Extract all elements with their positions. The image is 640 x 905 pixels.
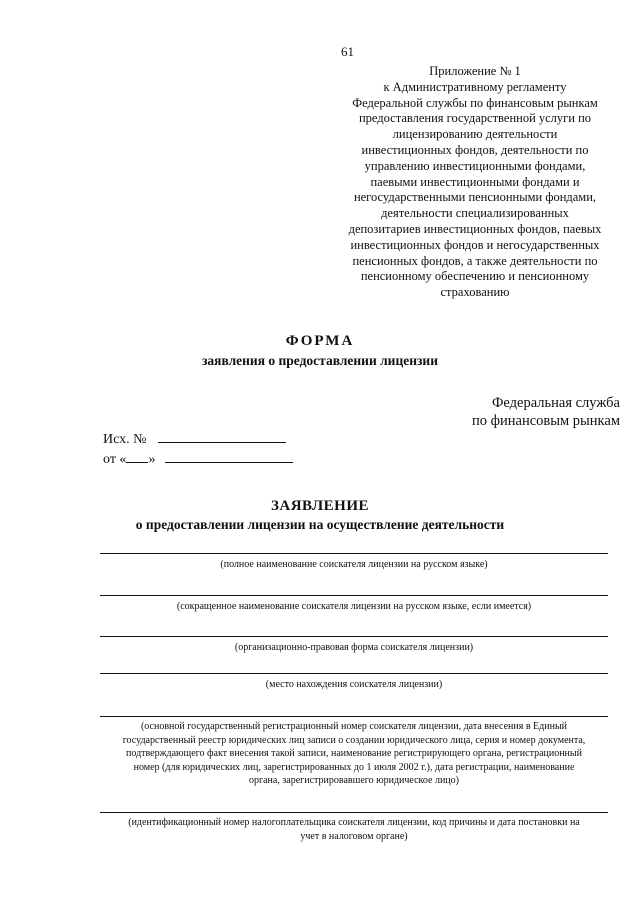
date-month-year-field[interactable]: [165, 450, 293, 463]
date-middle: »: [148, 452, 156, 467]
appendix-line: инвестиционных фондов и негосударственных: [350, 237, 600, 252]
appendix-line: лицензированию деятельности: [392, 127, 558, 142]
caption-line: государственный реестр юридических лиц записи о создании юридического лица, серия и номер документа,: [122, 734, 586, 746]
caption-line: номер (для юридических лиц, зарегистрированных до 1 июля 2002 г.), дата регистрации, наименование: [133, 761, 575, 773]
legal-form-field[interactable]: [100, 636, 608, 637]
legal-form-caption: (организационно-правовая форма соискателя лицензии): [234, 642, 474, 653]
appendix-line: депозитариев инвестиционных фондов, паевых: [348, 221, 602, 236]
appendix-line: пенсионных фондов, а также деятельности по: [352, 253, 598, 268]
form-title: ФОРМА: [285, 333, 355, 349]
caption-line: учет в налоговом органе): [300, 830, 408, 842]
registration-number-caption: [100, 720, 608, 788]
form-subtitle: заявления о предоставлении лицензии: [201, 353, 438, 368]
short-name-field[interactable]: [100, 595, 608, 596]
appendix-line: Приложение № 1: [429, 64, 521, 78]
appendix-header: [330, 64, 620, 301]
date-day-field[interactable]: [126, 450, 148, 463]
appendix-line: Федеральной службы по финансовым рынкам: [352, 95, 598, 110]
outgoing-number-row: [103, 430, 286, 448]
caption-line: органа, зарегистрировавшего юридическое лицо): [249, 775, 459, 786]
appendix-line: негосударственными пенсионными фондами,: [353, 190, 597, 205]
appendix-line: пенсионному обеспечению и пенсионному: [360, 269, 590, 284]
addressee-block: [380, 394, 620, 430]
outgoing-number-label: Исх. №: [103, 432, 147, 447]
outgoing-number-field[interactable]: [158, 430, 286, 443]
appendix-line: предоставления государственной услуги по: [358, 111, 592, 126]
appendix-line: деятельности специализированных: [381, 206, 569, 221]
appendix-line: паевыми инвестиционными фондами и: [370, 174, 580, 189]
date-prefix: от «: [103, 452, 127, 467]
registration-number-field[interactable]: [100, 716, 608, 717]
location-caption: (место нахождения соискателя лицензии): [265, 679, 443, 690]
full-name-caption: (полное наименование соискателя лицензии на русском языке): [220, 559, 488, 570]
appendix-line: управлению инвестиционными фондами,: [364, 158, 586, 173]
outgoing-date-row: [103, 450, 293, 468]
location-field[interactable]: [100, 673, 608, 674]
addressee-line-2: по финансовым рынкам: [471, 413, 620, 429]
tax-id-caption: [100, 816, 608, 843]
short-name-caption: (сокращенное наименование соискателя лицензии на русском языке, если имеется): [176, 601, 532, 612]
caption-line: (идентификационный номер налогоплательщика соискателя лицензии, код причины и дата постановки на: [128, 817, 580, 828]
statement-title: ЗАЯВЛЕНИЕ: [270, 498, 370, 514]
appendix-line: страхованию: [440, 285, 510, 300]
full-name-field[interactable]: [100, 553, 608, 554]
appendix-line: к Административному регламенту: [383, 79, 567, 94]
addressee-line-1: Федеральная служба: [491, 395, 620, 411]
tax-id-field[interactable]: [100, 812, 608, 813]
page-number: 61: [341, 44, 354, 59]
statement-subtitle: о предоставлении лицензии на осуществление деятельности: [135, 517, 505, 532]
appendix-line: инвестиционных фондов, деятельности по: [361, 142, 589, 157]
caption-line: подтверждающего факт внесения такой записи, наименование регистрирующего органа, регистрационный: [126, 748, 582, 759]
caption-line: (основной государственный регистрационный номер соискателя лицензии, дата внесения в Единый: [140, 721, 568, 732]
